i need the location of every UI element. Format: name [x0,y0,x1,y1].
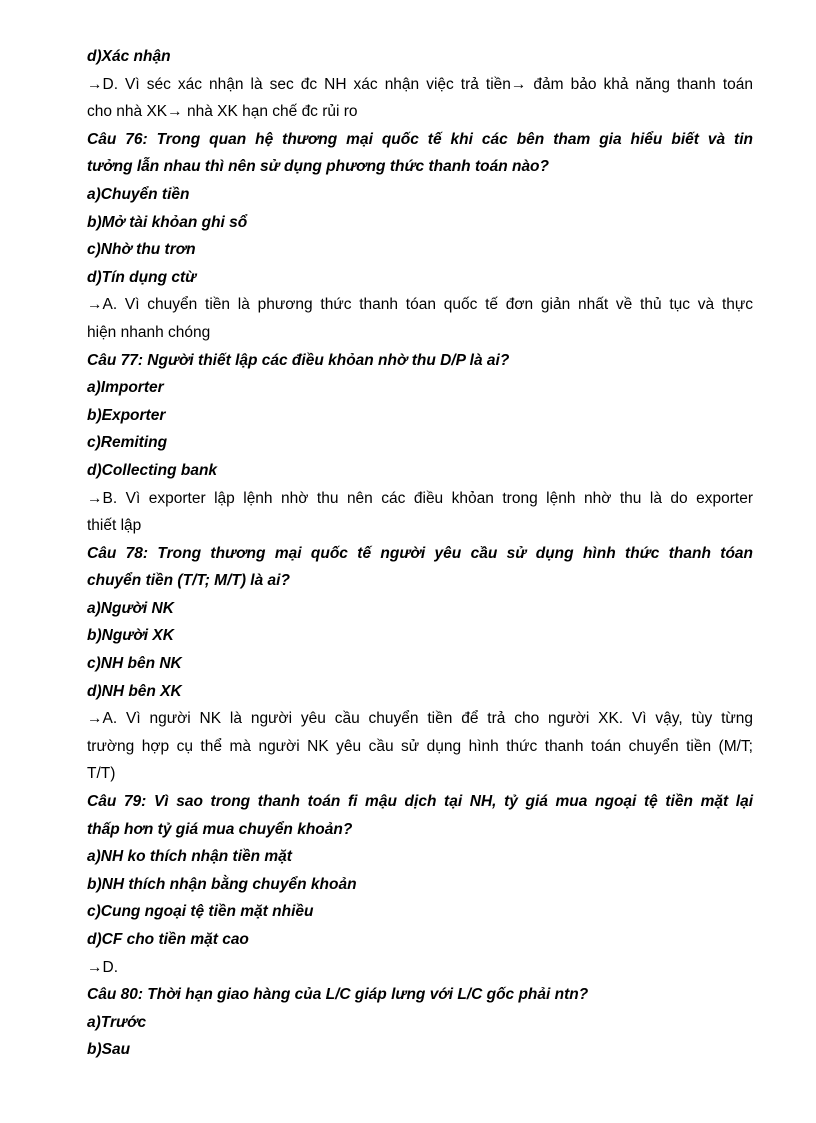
text-line: cho nhà XK→ nhà XK hạn chế đc rủi ro [87,103,358,121]
text-line: thiết lập [87,517,142,535]
bold-italic-line: d)Xác nhận [87,48,171,65]
bold-italic-line: a)Người NK [87,599,174,617]
bold-italic-line: d)CF cho tiền mặt cao [87,931,249,948]
bold-italic-line: chuyển tiền (T/T; M/T) là ai? [87,572,290,590]
bold-italic-line: Câu 78: Trong thương mại quốc tế người yêu cầu sử dụng hình thức thanh tóan [87,544,753,562]
text-line: →D. Vì séc xác nhận là sec đc NH xác nhận việc trả tiền→ đảm bảo khả năng thanh toán [87,75,753,93]
text-line: trường hợp cụ thể mà người NK yêu cầu sử dụng hình thức thanh toán chuyển tiền (M/T; [87,737,753,755]
bold-italic-line: Câu 77: Người thiết lập các điều khỏan nhờ thu D/P là ai? [87,351,510,369]
bold-italic-line: Câu 79: Vì sao trong thanh toán fi mậu dịch tại NH, tỷ giá mua ngoại tệ tiền mặt lại [87,793,753,811]
bold-italic-line: a)NH ko thích nhận tiền mặt [87,848,292,866]
bold-italic-line: d)Collecting bank [87,461,218,479]
bold-italic-line: a)Importer [87,379,164,397]
bold-italic-line: b)NH thích nhận bằng chuyển khoản [87,875,357,893]
bold-italic-line: a)Chuyển tiền [87,185,190,203]
bold-italic-line: c)Remiting [87,434,168,452]
bold-italic-line: tưởng lẫn nhau thì nên sử dụng phương thức thanh toán nào? [87,158,549,176]
bold-italic-line: c)Cung ngoại tệ tiền mặt nhiều [87,903,314,921]
text-line: T/T) [87,765,116,783]
bold-italic-line: c)Nhờ thu trơn [87,241,196,259]
text-line: →B. Vì exporter lập lệnh nhờ thu nên các điều khỏan trong lệnh nhờ thu là do exporter [87,489,753,507]
bold-italic-line: a)Trước [87,1013,147,1031]
text-line: hiện nhanh chóng [87,323,211,341]
bold-italic-line: b)Người XK [87,627,174,645]
bold-italic-line: b)Mở tài khỏan ghi sổ [87,213,248,231]
bold-italic-line: thấp hơn tỷ giá mua chuyển khoản? [87,820,353,838]
text-line: →A. Vì người NK là người yêu cầu chuyển tiền để trả cho người XK. Vì vậy, tùy từng [87,710,753,728]
bold-italic-line: b)Exporter [87,406,166,424]
bold-italic-line: d)Tín dụng ctừ [87,268,197,286]
bold-italic-line: d)NH bên XK [87,682,182,700]
bold-italic-line: c)NH bên NK [87,655,182,673]
text-line: →D. [87,958,118,976]
bold-italic-line: Câu 80: Thời hạn giao hàng của L/C giáp lưng với L/C gốc phải ntn? [87,986,589,1004]
text-line: →A. Vì chuyển tiền là phương thức thanh tóan quốc tế đơn giản nhất về thủ tục và thực [87,296,753,314]
bold-italic-line: Câu 76: Trong quan hệ thương mại quốc tế khi các bên tham gia hiểu biết và tin [87,130,753,148]
bold-italic-line: b)Sau [87,1041,131,1059]
